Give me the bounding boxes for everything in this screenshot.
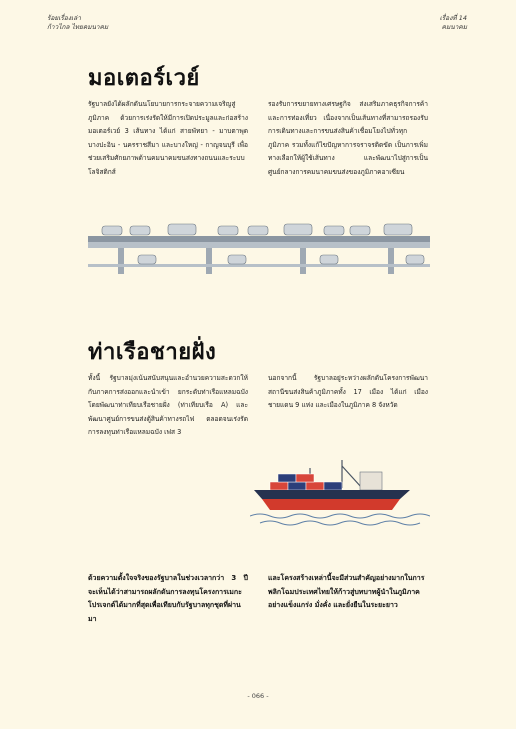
running-header-right (440, 14, 467, 32)
closing-paragraph-right: และโครงสร้างเหล่านี้จะมีส่วนสำคัญอย่างมากในการพลิกโฉมประเทศไทยให้ก้าวสู่บทบาทผู้นำในภูมิภาคอย่างแข็งแกร่ง มั่งคั่ง และยั่งยืนในระยะยาว (268, 574, 425, 610)
port-paragraph-left: ทั้งนี้ รัฐบาลมุ่งเน้นสนับสนุนและอำนวยความสะดวกให้กับภาคการส่งออกและนำเข้า ยกระดับท่าเรือแหลมฉบัง โดยพัฒนาท่าเทียบเรือชายฝั่ง (ท่าเทียบเรือ A) และพัฒนาศูนย์การขนส่งตู้สินค้าทางรถไฟ ตลอดจนเร่งรัดการลงทุนท่าเรือแหลมฉบัง เฟส 3 (88, 374, 248, 437)
ship-bridge (360, 472, 382, 490)
ship-hull-top (254, 490, 410, 499)
page-number: - 066 - (247, 692, 269, 700)
ship-hull (262, 499, 400, 510)
cars-upper (102, 224, 412, 235)
cars-lower (138, 255, 424, 264)
cargo-ship-illustration (250, 458, 430, 528)
running-header-left (47, 14, 108, 32)
closing-paragraph-left: ด้วยความตั้งใจจริงของรัฐบาลในช่วงเวลากว่า 3 ปี จะเห็นได้ว่าสามารถผลักดันการลงทุนโครงการเมกะโปรเจกต์ได้มากที่สุดเพื่อเทียบกับรัฐบาลทุกชุดที่ผ่านมา (88, 574, 248, 623)
overpass-pillars (118, 248, 394, 274)
series-title: ร้อยเรื่องเล่า (47, 14, 81, 22)
story-number: เรื่องที่ 14 (439, 14, 467, 22)
port-paragraph-right: นอกจากนี้ รัฐบาลอยู่ระหว่างผลักดันโครงการพัฒนาสถานีขนส่งสินค้าภูมิภาคทั้ง 17 เมือง ได้แก่ เมืองชายแดน 9 แห่ง และเมืองในภูมิภาค 8 จังหวัด (268, 374, 428, 410)
story-category: คมนาคม (441, 23, 467, 31)
sea-waves (250, 514, 430, 525)
motorway-paragraph-right: รองรับการขยายทางเศรษฐกิจ ส่งเสริมภาคธุรกิจการค้า และการท่องเที่ยว เนื่องจากเป็นเส้นทางที่สามารถรองรับการเดินทางและการขนส่งสินค้าเชื่อมโยงไปทั่วทุกภูมิภาค รวมทั้งแก้ไขปัญหาการจราจรติดขัด เป็นการเพิ่มทางเลือกให้ผู้ใช้เส้นทาง และพัฒนาไปสู่การเป็นศูนย์กลางการคมนาคมขนส่งของภูมิภาคอาเซียน (268, 100, 428, 176)
motorway-paragraph-left: รัฐบาลยังได้ผลักดันนโยบายการกระจายความเจริญสู่ภูมิภาค ด้วยการเร่งรัดให้มีการเปิดประมูลและก่อสร้างมอเตอร์เวย์ 3 เส้นทาง ได้แก่ สายพัทยา - มาบตาพุด บางปะอิน - นครราชสีมา และบางใหญ่ - กาญจนบุรี เพื่อช่วยเสริมศักยภาพด้านคมนาคมขนส่งทางถนนและระบบโลจิสติกส์ (88, 100, 248, 176)
ship-containers (270, 474, 342, 490)
series-subtitle: ก้าวไกล ไทยคมนาคม (47, 23, 109, 31)
coastal-port-heading: ท่าเรือชายฝั่ง (88, 340, 217, 365)
motorway-illustration (88, 212, 430, 274)
motorway-heading: มอเตอร์เวย์ (88, 66, 200, 91)
